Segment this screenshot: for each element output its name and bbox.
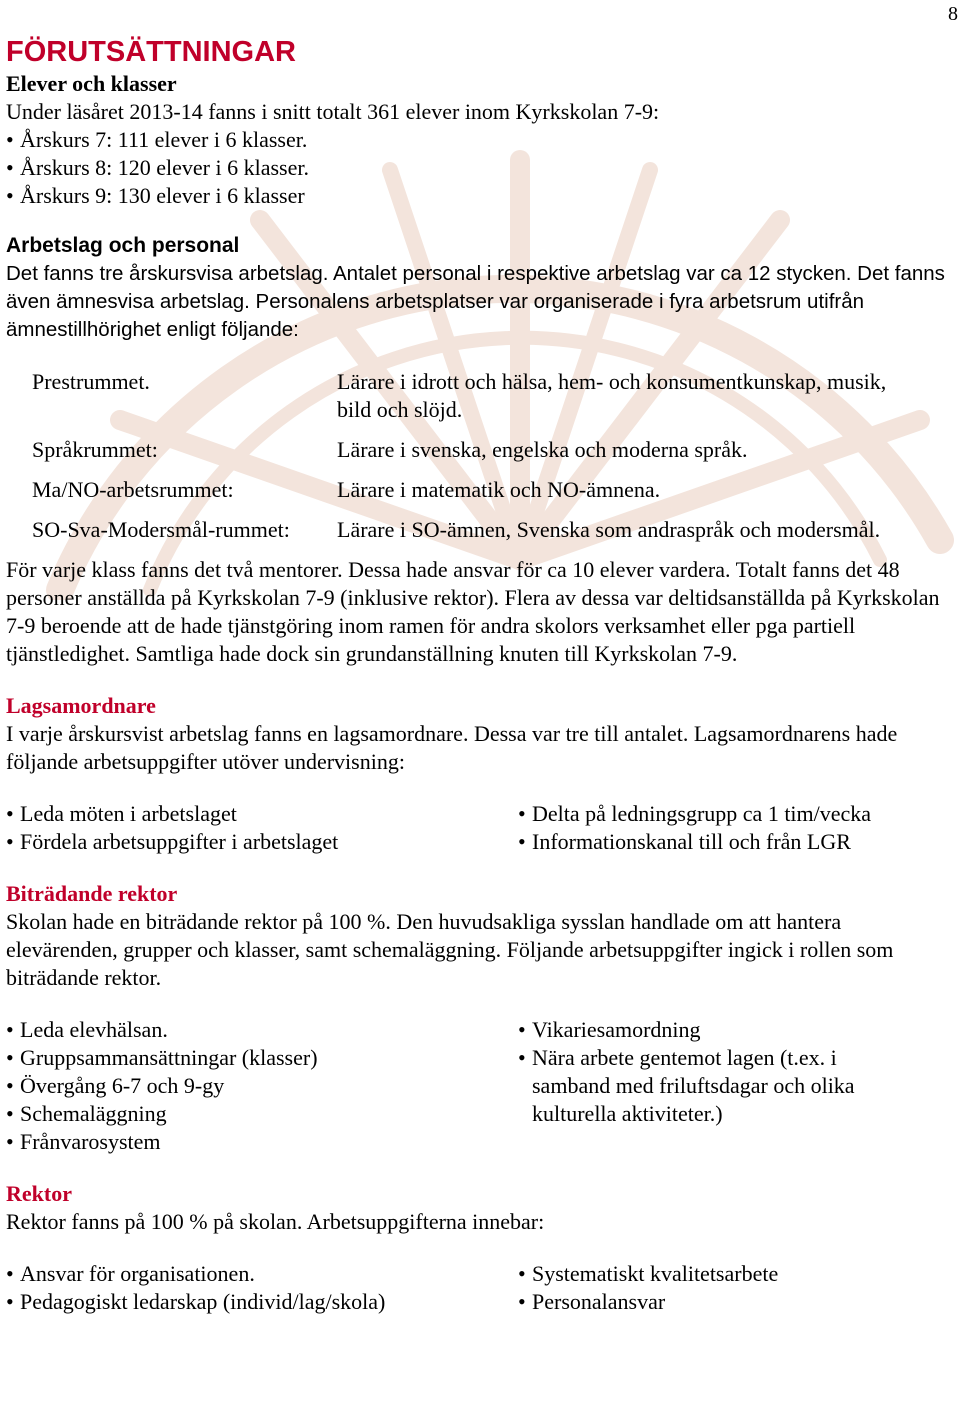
list-item: • Övergång 6-7 och 9-gy	[6, 1072, 518, 1100]
list-item: • Personalansvar	[518, 1288, 918, 1316]
room-desc: Lärare i idrott och hälsa, hem- och konsumentkunskap, musik, bild och slöjd.	[337, 369, 887, 422]
list-item: • Gruppsammansättningar (klasser)	[6, 1044, 518, 1072]
arbetslag-text2: För varje klass fanns det två mentorer. Dessa hade ansvar för ca 10 elever vardera. Totalt fanns det 48 personer anställda på Kyrkskolan 7-9 (inklusive rektor). Flera av dessa var deltidsanställda på Kyrkskolan 7-9 beroende att de hade tjänstgöring inom ramen för andra skolors verksamhet eller pga partiell tjänstledighet. Samtliga hade dock sin grundanställning knuten till Kyrkskolan 7-9.	[6, 557, 940, 666]
document-page	[6, 34, 951, 1316]
list-item: • Schemaläggning	[6, 1100, 518, 1128]
rektor-list-left	[6, 1260, 518, 1316]
room-desc: Lärare i SO-ämnen, Svenska som andraspråk och modersmål.	[337, 517, 881, 542]
room-name: Prestrummet.	[32, 369, 150, 394]
room-row	[6, 516, 951, 544]
list-item: • Vikariesamordning	[518, 1016, 888, 1044]
room-desc: Lärare i matematik och NO-ämnena.	[337, 477, 661, 502]
list-item: • Leda elevhälsan.	[6, 1016, 518, 1044]
room-name: Språkrummet:	[32, 437, 158, 462]
list-item: • Årskurs 8: 120 elever i 6 klasser.	[6, 154, 951, 182]
section-heading-arbetslag: Arbetslag och personal	[6, 234, 240, 257]
room-name: SO-Sva-Modersmål-rummet:	[32, 517, 290, 542]
list-item: • Pedagogiskt ledarskap (individ/lag/skola)	[6, 1288, 518, 1316]
room-row	[6, 436, 951, 464]
bitradande-list-right	[518, 1016, 888, 1156]
lagsamordnare-list-left	[6, 800, 518, 856]
list-item: • Fördela arbetsuppgifter i arbetslaget	[6, 828, 518, 856]
list-item: • Informationskanal till och från LGR	[518, 828, 918, 856]
room-desc: Lärare i svenska, engelska och moderna språk.	[337, 437, 748, 462]
list-item: • Årskurs 9: 130 elever i 6 klasser	[6, 182, 951, 210]
bitradande-lists	[6, 1016, 951, 1156]
elever-intro: Under läsåret 2013-14 fanns i snitt totalt 361 elever inom Kyrkskolan 7-9:	[6, 99, 660, 124]
list-item: • Systematiskt kvalitetsarbete	[518, 1260, 918, 1288]
elever-list	[6, 126, 951, 210]
lagsamordnare-text: I varje årskursvist arbetslag fanns en lagsamordnare. Dessa var tre till antalet. Lagsamordnarens hade följande arbetsuppgifter utöver undervisning:	[6, 721, 898, 774]
list-item: • Leda möten i arbetslaget	[6, 800, 518, 828]
list-item: • Frånvarosystem	[6, 1128, 518, 1156]
arbetslag-text: Det fanns tre årskursvisa arbetslag. Antalet personal i respektive arbetslag var ca 12 stycken. Det fanns även ämnesvisa arbetslag. Personalens arbetsplatser var organiserade i fyra arbetsrum utifrån ämnestillhörighet enligt följande:	[6, 262, 945, 341]
page-title: FÖRUTSÄTTNINGAR	[6, 36, 296, 68]
section-heading-lagsamordnare: Lagsamordnare	[6, 693, 156, 718]
rektor-lists	[6, 1260, 951, 1316]
bitradande-list-left	[6, 1016, 518, 1156]
room-name: Ma/NO-arbetsrummet:	[32, 477, 234, 502]
room-row	[6, 476, 951, 504]
list-item: • Årskurs 7: 111 elever i 6 klasser.	[6, 126, 951, 154]
section-heading-elever: Elever och klasser	[6, 71, 177, 96]
section-heading-rektor: Rektor	[6, 1181, 72, 1206]
list-item: • Delta på ledningsgrupp ca 1 tim/vecka	[518, 800, 918, 828]
room-row	[6, 368, 951, 424]
page-number: 8	[948, 3, 958, 25]
bitradande-text: Skolan hade en biträdande rektor på 100 %. Den huvudsakliga sysslan handlade om att hantera elevärenden, grupper och klasser, samt schemaläggning. Följande arbetsuppgifter ingick i rollen som biträdande rektor.	[6, 909, 894, 990]
rektor-text: Rektor fanns på 100 % på skolan. Arbetsuppgifterna innebar:	[6, 1209, 545, 1234]
rektor-list-right	[518, 1260, 918, 1316]
rooms-table	[6, 368, 951, 544]
list-item: • Ansvar för organisationen.	[6, 1260, 518, 1288]
section-heading-bitradande: Biträdande rektor	[6, 881, 178, 906]
list-item: • Nära arbete gentemot lagen (t.ex. i samband med friluftsdagar och olika kulturella aktiviteter.)	[518, 1044, 888, 1128]
lagsamordnare-lists	[6, 800, 951, 856]
lagsamordnare-list-right	[518, 800, 918, 856]
